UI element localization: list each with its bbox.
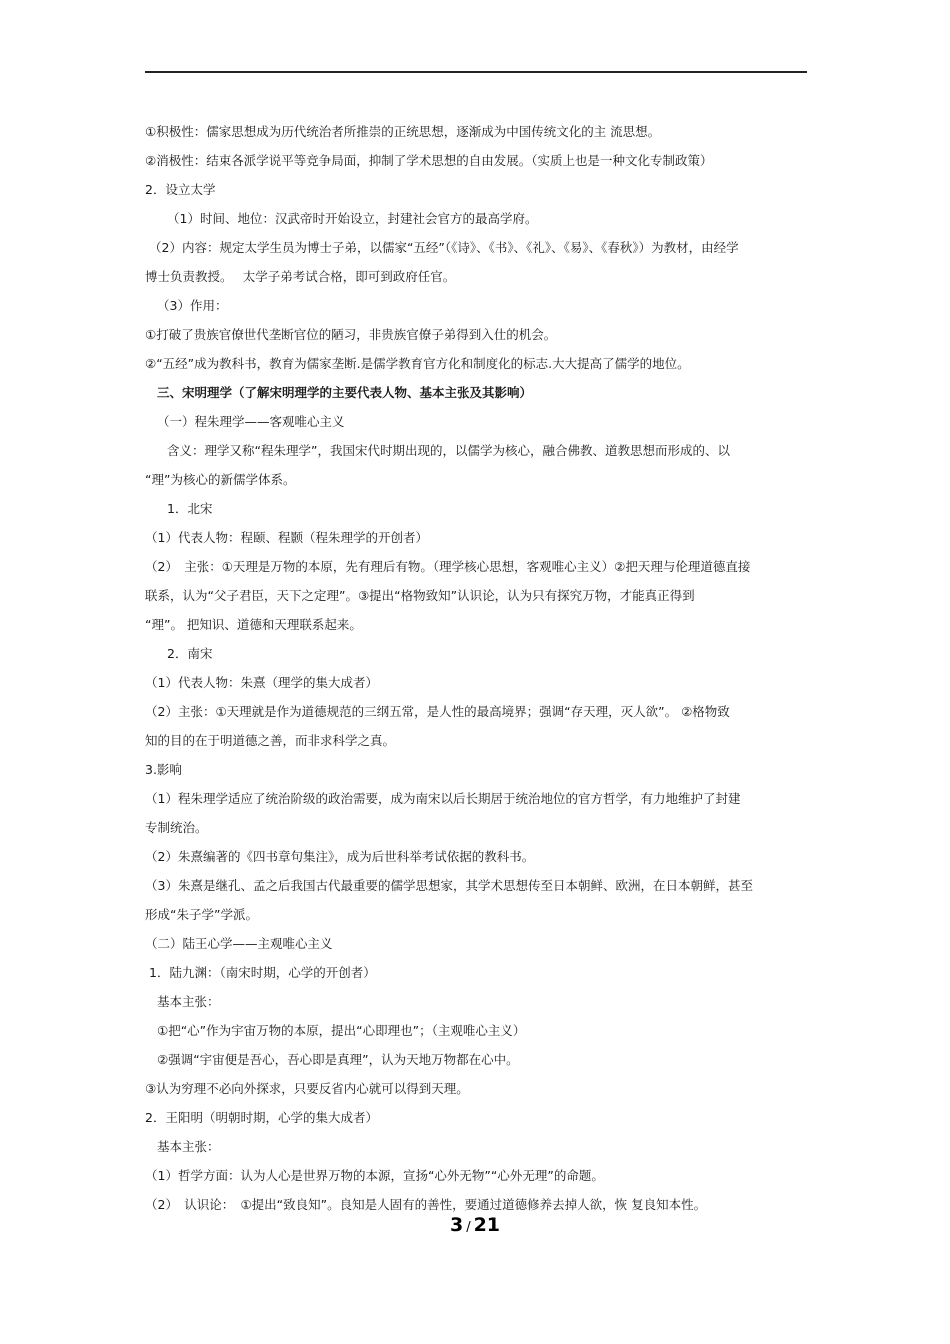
text-line: 2．王阳明（明朝时期，心学的集大成者） <box>145 1110 378 1125</box>
page-number <box>0 1214 950 1236</box>
text-line: ①把“心”作为宇宙万物的本原，提出“心即理也”；（主观唯心主义） <box>157 1023 526 1038</box>
text-line: 2．设立太学 <box>145 182 216 197</box>
current-page: 3 <box>449 1214 464 1236</box>
text-line: ①打破了贵族官僚世代垄断官位的陋习，非贵族官僚子弟得到入仕的机会。 <box>145 327 557 342</box>
text-line: 基本主张： <box>157 994 220 1009</box>
text-line: （1）代表人物：朱熹（理学的集大成者） <box>145 675 378 690</box>
text-line: 专制统治。 <box>145 820 208 835</box>
text-line: “理”。 把知识、道德和天理联系起来。 <box>145 617 362 632</box>
text-line: 2．南宋 <box>167 646 213 661</box>
text-line: 1．北宋 <box>167 501 213 516</box>
page-content <box>145 122 810 1224</box>
section-heading: 三、宋明理学（了解宋明理学的主要代表人物、基本主张及其影响） <box>157 385 533 400</box>
text-line: （1）时间、地位：汉武帝时开始设立，封建社会官方的最高学府。 <box>167 211 538 226</box>
text-line: （1）程朱理学适应了统治阶级的政治需要，成为南宋以后长期居于统治地位的官方哲学，有力地维护了封建 <box>145 791 741 806</box>
text-line: 博士负责教授。 太学子弟考试合格，即可到政府任官。 <box>145 269 456 284</box>
text-line: （2）内容：规定太学生员为博士子弟，以儒家“五经”（《诗》、《书》、《礼》、《易》、《春秋》）为教材，由经学 <box>149 240 739 255</box>
text-line: （3）作用： <box>157 298 228 313</box>
text-line: ①积极性：儒家思想成为历代统治者所推崇的正统思想，逐渐成为中国传统文化的主 流思想。 <box>145 124 661 139</box>
text-line: “理”为核心的新儒学体系。 <box>145 472 296 487</box>
text-line: （2）朱熹编著的《四书章句集注》，成为后世科举考试依据的教科书。 <box>145 849 535 864</box>
text-line: （2） 主张：①天理是万物的本原，先有理后有物。（理学核心思想，客观唯心主义）②把天理与伦理道德直接 <box>145 559 751 574</box>
header-rule <box>145 71 807 73</box>
text-line: 3.影响 <box>145 762 182 777</box>
text-line: 知的目的在于明道德之善，而非求科学之真。 <box>145 733 396 748</box>
text-line: 形成“朱子学”学派。 <box>145 907 258 922</box>
text-line: （1）代表人物：程颐、程颢（程朱理学的开创者） <box>145 530 428 545</box>
total-pages: 21 <box>473 1214 501 1236</box>
text-line: 联系，认为“父子君臣，天下之定理”。③提出“格物致知”认识论，认为只有探究万物，才能真正得到 <box>145 588 695 603</box>
text-line: ②消极性：结束各派学说平等竞争局面，抑制了学术思想的自由发展。（实质上也是一种文化专制政策） <box>145 153 713 168</box>
text-line: （2）主张：①天理就是作为道德规范的三纲五常，是人性的最高境界；强调“存天理，灭人欲”。 ②格物致 <box>145 704 730 719</box>
text-line: （1）哲学方面：认为人心是世界万物的本源，宣扬“心外无物”“心外无理”的命题。 <box>145 1168 604 1183</box>
text-line: 1．陆九渊：（南宋时期，心学的开创者） <box>149 965 376 980</box>
text-line: 含义：理学又称“程朱理学”，我国宋代时期出现的，以儒学为核心，融合佛教、道教思想而形成的、以 <box>167 443 730 458</box>
subsection-heading: （二）陆王心学——主观唯心主义 <box>145 936 333 951</box>
text-line: （2） 认识论： ①提出“致良知”。良知是人固有的善性，要通过道德修养去掉人欲，恢 复良知本性。 <box>145 1197 707 1212</box>
text-line: （3）朱熹是继孔、孟之后我国古代最重要的儒学思想家，其学术思想传至日本朝鲜、欧洲，在日本朝鲜，甚至 <box>145 878 753 893</box>
text-line: ②强调“宇宙便是吾心，吾心即是真理”，认为天地万物都在心中。 <box>157 1052 519 1067</box>
text-line: ②“五经”成为教科书，教育为儒家垄断.是儒学教育官方化和制度化的标志.大大提高了儒学的地位。 <box>145 356 690 371</box>
text-line: 基本主张： <box>157 1139 220 1154</box>
text-line: ③认为穷理不必向外探求，只要反省内心就可以得到天理。 <box>145 1081 469 1096</box>
page-separator: / <box>466 1220 471 1235</box>
subsection-heading: （一）程朱理学——客观唯心主义 <box>157 414 345 429</box>
